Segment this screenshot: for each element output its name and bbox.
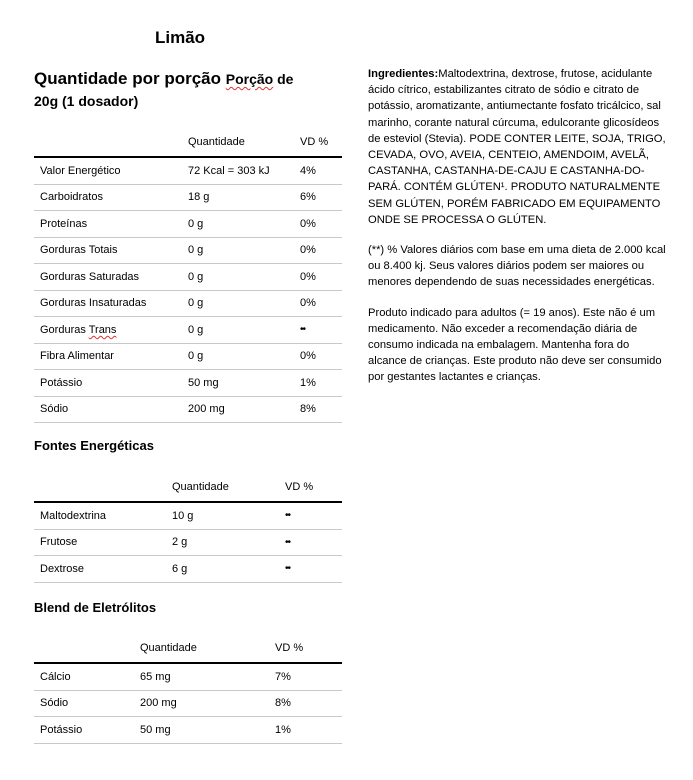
row-amount: 50 mg <box>182 370 294 397</box>
ingredients-label: Ingredientes: <box>368 68 439 80</box>
table-row <box>34 317 342 344</box>
row-label: Sódio <box>34 690 134 717</box>
row-dv: 1% <box>269 717 342 744</box>
portion-heading <box>34 68 342 112</box>
row-dv: 1% <box>294 370 342 397</box>
table-row <box>34 157 342 184</box>
ingredients-text: Maltodextrina, dextrose, frutose, acidulante ácido cítrico, estabilizantes citrato de sódio e citrato de potássio, aromatizante, antiumectante fosfato tricálcico, sal marinho, corante natural cúrcuma, edulcorante glicosídeos de esteviol (Stevia). PODE CONTER LEITE, SOJA, TRIGO, CEVADA, OVO, AVEIA, CENTEIO, AMENDOIM, AVELÃ, CASTANHA, CASTANHA-DE-CAJU E CASTANHA-DO-PARÁ. CONTÉM GLÚTEN¹. PRODUTO NATURALMENTE SEM GLÚTEN, PORÉM FABRICADO EM EQUIPAMENTO ONDE SE PROCESSA O GLÚTEN. <box>368 68 666 226</box>
row-dv: 6% <box>294 184 342 211</box>
row-label: Sódio <box>34 396 182 423</box>
heading-title: Quantidade por porção <box>34 69 222 88</box>
table-row <box>34 211 342 238</box>
table-row <box>34 396 342 423</box>
row-amount: 0 g <box>182 290 294 317</box>
row-dv: 8% <box>294 396 342 423</box>
right-column <box>368 66 668 400</box>
row-dv: 8% <box>269 690 342 717</box>
table-row <box>34 343 342 370</box>
table-row <box>34 290 342 317</box>
row-amount: 65 mg <box>134 663 269 690</box>
ingredients-paragraph <box>368 66 668 228</box>
row-label: Fibra Alimentar <box>34 343 182 370</box>
row-amount: 0 g <box>182 211 294 238</box>
column-header: Quantidade <box>134 634 269 663</box>
row-label: Dextrose <box>34 556 166 583</box>
row-amount: 0 g <box>182 237 294 264</box>
column-header: Quantidade <box>166 473 279 502</box>
row-dv: 0% <box>294 264 342 291</box>
row-label: Gorduras Saturadas <box>34 264 182 291</box>
row-label: Potássio <box>34 717 134 744</box>
row-dv: 0% <box>294 343 342 370</box>
table-header-row <box>34 473 342 502</box>
row-dv: •• <box>294 317 342 344</box>
column-header <box>34 473 166 502</box>
daily-values-note: (**) % Valores diários com base em uma dieta de 2.000 kcal ou 8.400 kj. Seus valores diários podem ser maiores ou menores dependendo de suas necessidades energéticas. <box>368 244 666 289</box>
portion-word: Porção <box>225 71 274 87</box>
row-label: Carboidratos <box>34 184 182 211</box>
row-amount: 0 g <box>182 317 294 344</box>
row-label: Cálcio <box>34 663 134 690</box>
row-label: Gorduras Insaturadas <box>34 290 182 317</box>
row-amount: 2 g <box>166 529 279 556</box>
row-label: Valor Energético <box>34 157 182 184</box>
row-dv: 0% <box>294 237 342 264</box>
row-label: Gorduras Totais <box>34 237 182 264</box>
portion-rest: de <box>273 71 294 87</box>
table-header-row <box>34 634 342 663</box>
row-label: Potássio <box>34 370 182 397</box>
column-header <box>34 128 182 157</box>
column-header: VD % <box>294 128 342 157</box>
row-amount: 0 g <box>182 264 294 291</box>
electrolytes-table <box>34 634 342 744</box>
row-amount: 18 g <box>182 184 294 211</box>
row-dv: 7% <box>269 663 342 690</box>
table-row <box>34 264 342 291</box>
energy-sources-table <box>34 473 342 583</box>
table-row <box>34 370 342 397</box>
table-row <box>34 502 342 529</box>
row-amount: 72 Kcal = 303 kJ <box>182 157 294 184</box>
table-row <box>34 663 342 690</box>
row-amount: 10 g <box>166 502 279 529</box>
row-amount: 200 mg <box>182 396 294 423</box>
warning-note: Produto indicado para adultos (= 19 anos). Este não é um medicamento. Não exceder a recomendação diária de consumo indicada na embalagem. Mantenha fora do alcance de crianças. Este produto não deve ser consumido por gestantes lactantes e crianças. <box>368 306 662 384</box>
column-header <box>34 634 134 663</box>
portion-size: 20g (1 dosador) <box>34 93 139 109</box>
table-row <box>34 184 342 211</box>
table-row <box>34 690 342 717</box>
row-label: Gorduras Trans <box>34 317 182 344</box>
row-amount: 200 mg <box>134 690 269 717</box>
row-label: Frutose <box>34 529 166 556</box>
row-dv: 0% <box>294 211 342 238</box>
table-row <box>34 556 342 583</box>
row-label: Proteínas <box>34 211 182 238</box>
table-row <box>34 237 342 264</box>
row-dv: •• <box>279 529 342 556</box>
table-header-row <box>34 128 342 157</box>
electrolytes-title: Blend de Eletrólitos <box>34 600 157 615</box>
column-header: VD % <box>269 634 342 663</box>
row-label: Maltodextrina <box>34 502 166 529</box>
row-amount: 6 g <box>166 556 279 583</box>
row-dv: •• <box>279 502 342 529</box>
row-dv: 4% <box>294 157 342 184</box>
energy-sources-title: Fontes Energéticas <box>34 438 154 453</box>
page-title: Limão <box>155 28 206 47</box>
column-header: Quantidade <box>182 128 294 157</box>
row-dv: 0% <box>294 290 342 317</box>
nutrition-table <box>34 128 342 423</box>
table-row <box>34 529 342 556</box>
row-amount: 0 g <box>182 343 294 370</box>
table-row <box>34 717 342 744</box>
row-dv: •• <box>279 556 342 583</box>
row-amount: 50 mg <box>134 717 269 744</box>
column-header: VD % <box>279 473 342 502</box>
